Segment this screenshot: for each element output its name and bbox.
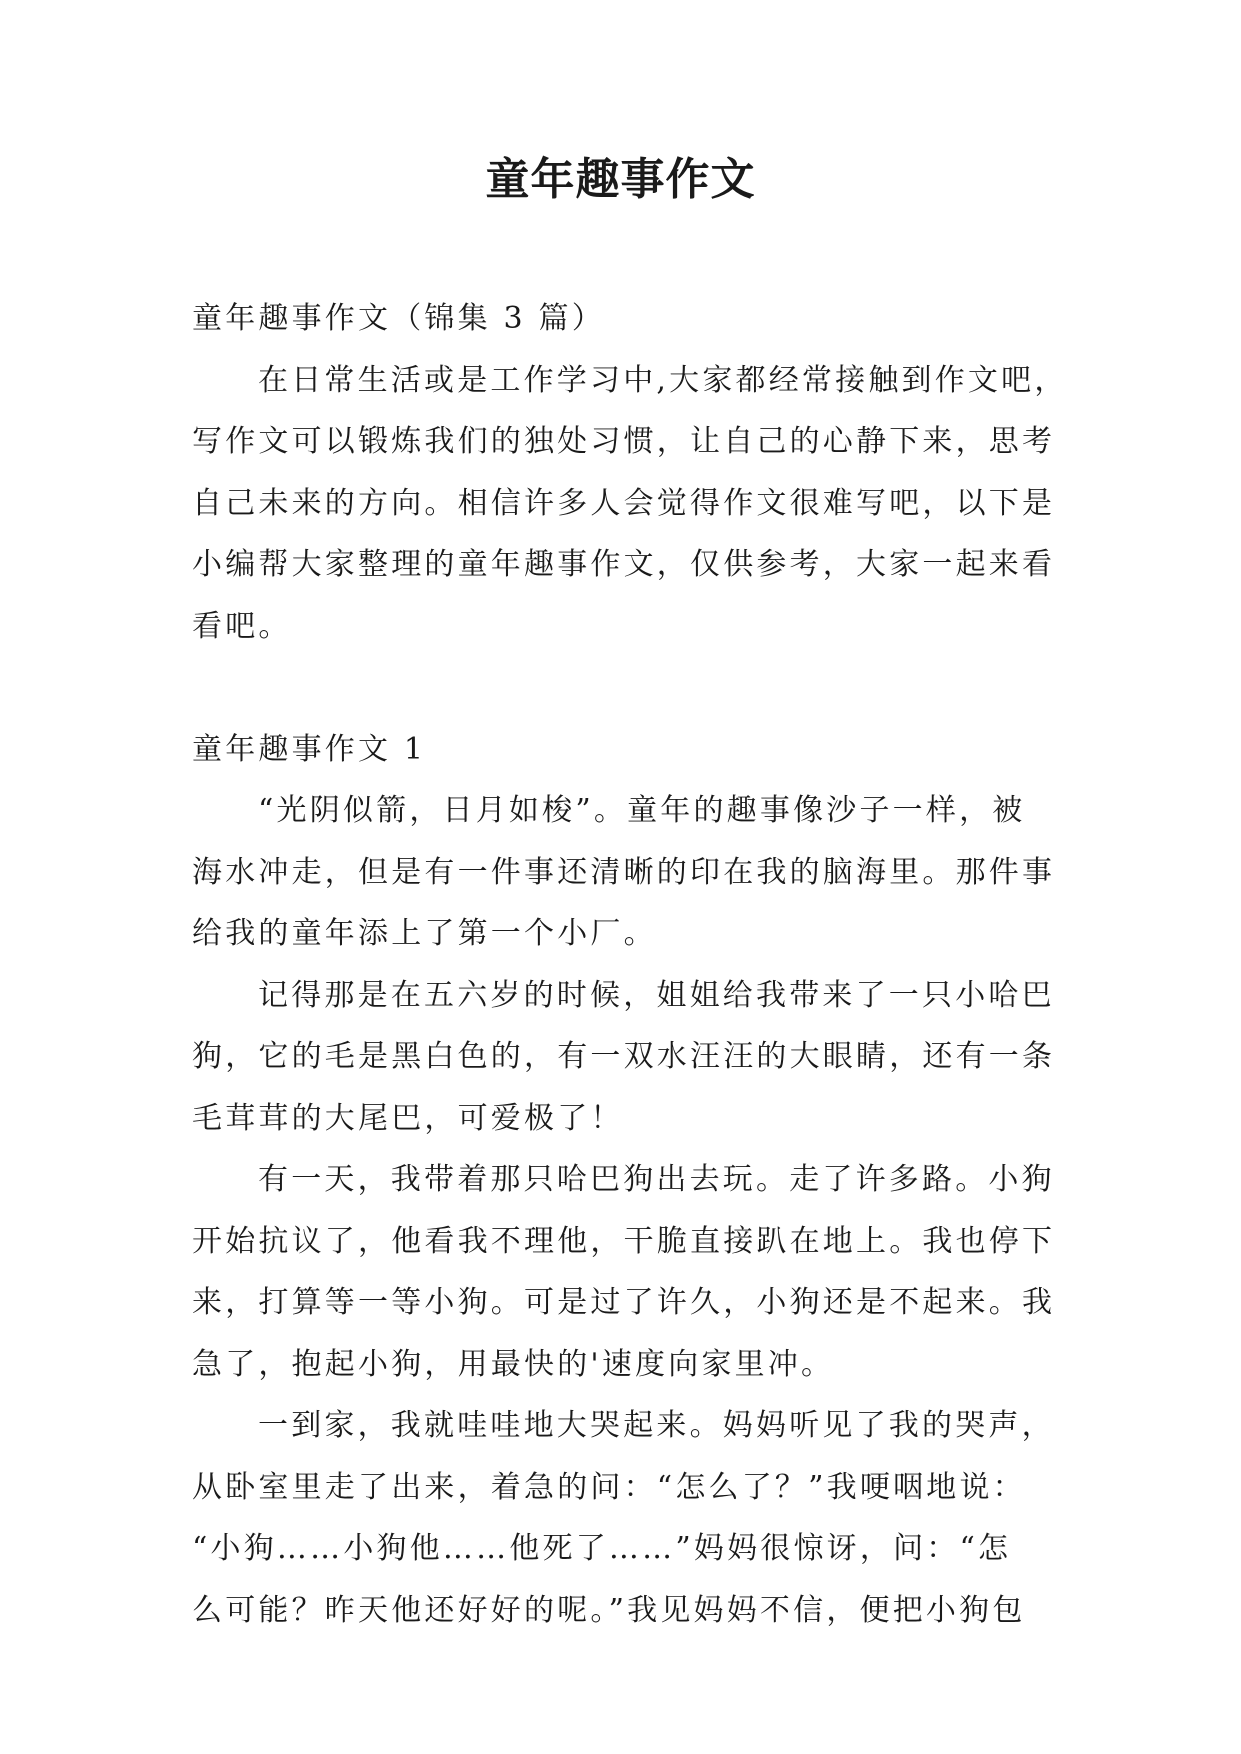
document-body xyxy=(192,288,1068,1641)
paragraph-line: 来，打算等一等小狗。可是过了许久，小狗还是不起来。我 xyxy=(192,1285,1056,1320)
paragraph-line: 从卧室里走了出来，着急的问：“怎么了？”我哽咽地说： xyxy=(192,1469,1026,1505)
paragraph-3 xyxy=(192,1149,1056,1395)
document-title: 童年趣事作文 xyxy=(485,154,756,205)
paragraph-line: “光阴似箭，日月如梭”。童年的趣事像沙子一样，被 xyxy=(258,793,1026,828)
intro-line: 在日常生活或是工作学习中,大家都经常接触到作文吧， xyxy=(258,362,1068,398)
paragraph-line: 有一天，我带着那只哈巴狗出去玩。走了许多路。小狗 xyxy=(258,1162,1055,1197)
paragraph-line: 急了，抱起小狗，用最快的'速度向家里冲。 xyxy=(192,1346,835,1382)
paragraph-line: “小狗……小狗他……他死了……”妈妈很惊讶，问：“怎 xyxy=(192,1531,1012,1566)
paragraph-line: 海水冲走，但是有一件事还清晰的印在我的脑海里。那件事 xyxy=(192,854,1056,890)
intro-line: 看吧。 xyxy=(192,608,292,644)
paragraph-line: 毛茸茸的大尾巴，可爱极了！ xyxy=(192,1100,624,1136)
paragraph-line: 开始抗议了，他看我不理他，干脆直接趴在地上。我也停下 xyxy=(192,1223,1056,1259)
paragraph-line: 狗，它的毛是黑白色的，有一双水汪汪的大眼睛，还有一条 xyxy=(192,1039,1056,1074)
paragraph-line: 么可能？昨天他还好好的呢。”我见妈妈不信，便把小狗包 xyxy=(192,1592,1026,1628)
section-heading: 童年趣事作文 1 xyxy=(192,731,427,767)
intro-line: 小编帮大家整理的童年趣事作文，仅供参考，大家一起来看 xyxy=(192,547,1056,582)
paragraph-line: 给我的童年添上了第一个小厂。 xyxy=(192,916,657,951)
paragraph-line: 一到家，我就哇哇地大哭起来。妈妈听见了我的哭声， xyxy=(258,1408,1055,1443)
intro-line: 自己未来的方向。相信许多人会觉得作文很难写吧，以下是 xyxy=(192,485,1056,521)
intro-line: 写作文可以锻炼我们的独处习惯，让自己的心静下来，思考 xyxy=(192,424,1056,459)
paragraph-4 xyxy=(192,1395,1055,1641)
paragraph-2 xyxy=(192,965,1056,1150)
collection-subtitle: 童年趣事作文（锦集 3 篇） xyxy=(192,301,605,336)
section-spacer xyxy=(192,657,1050,719)
intro-paragraph xyxy=(192,350,1068,658)
paragraph-1 xyxy=(192,780,1056,965)
paragraph-line: 记得那是在五六岁的时候，姐姐给我带来了一只小哈巴 xyxy=(258,977,1055,1013)
